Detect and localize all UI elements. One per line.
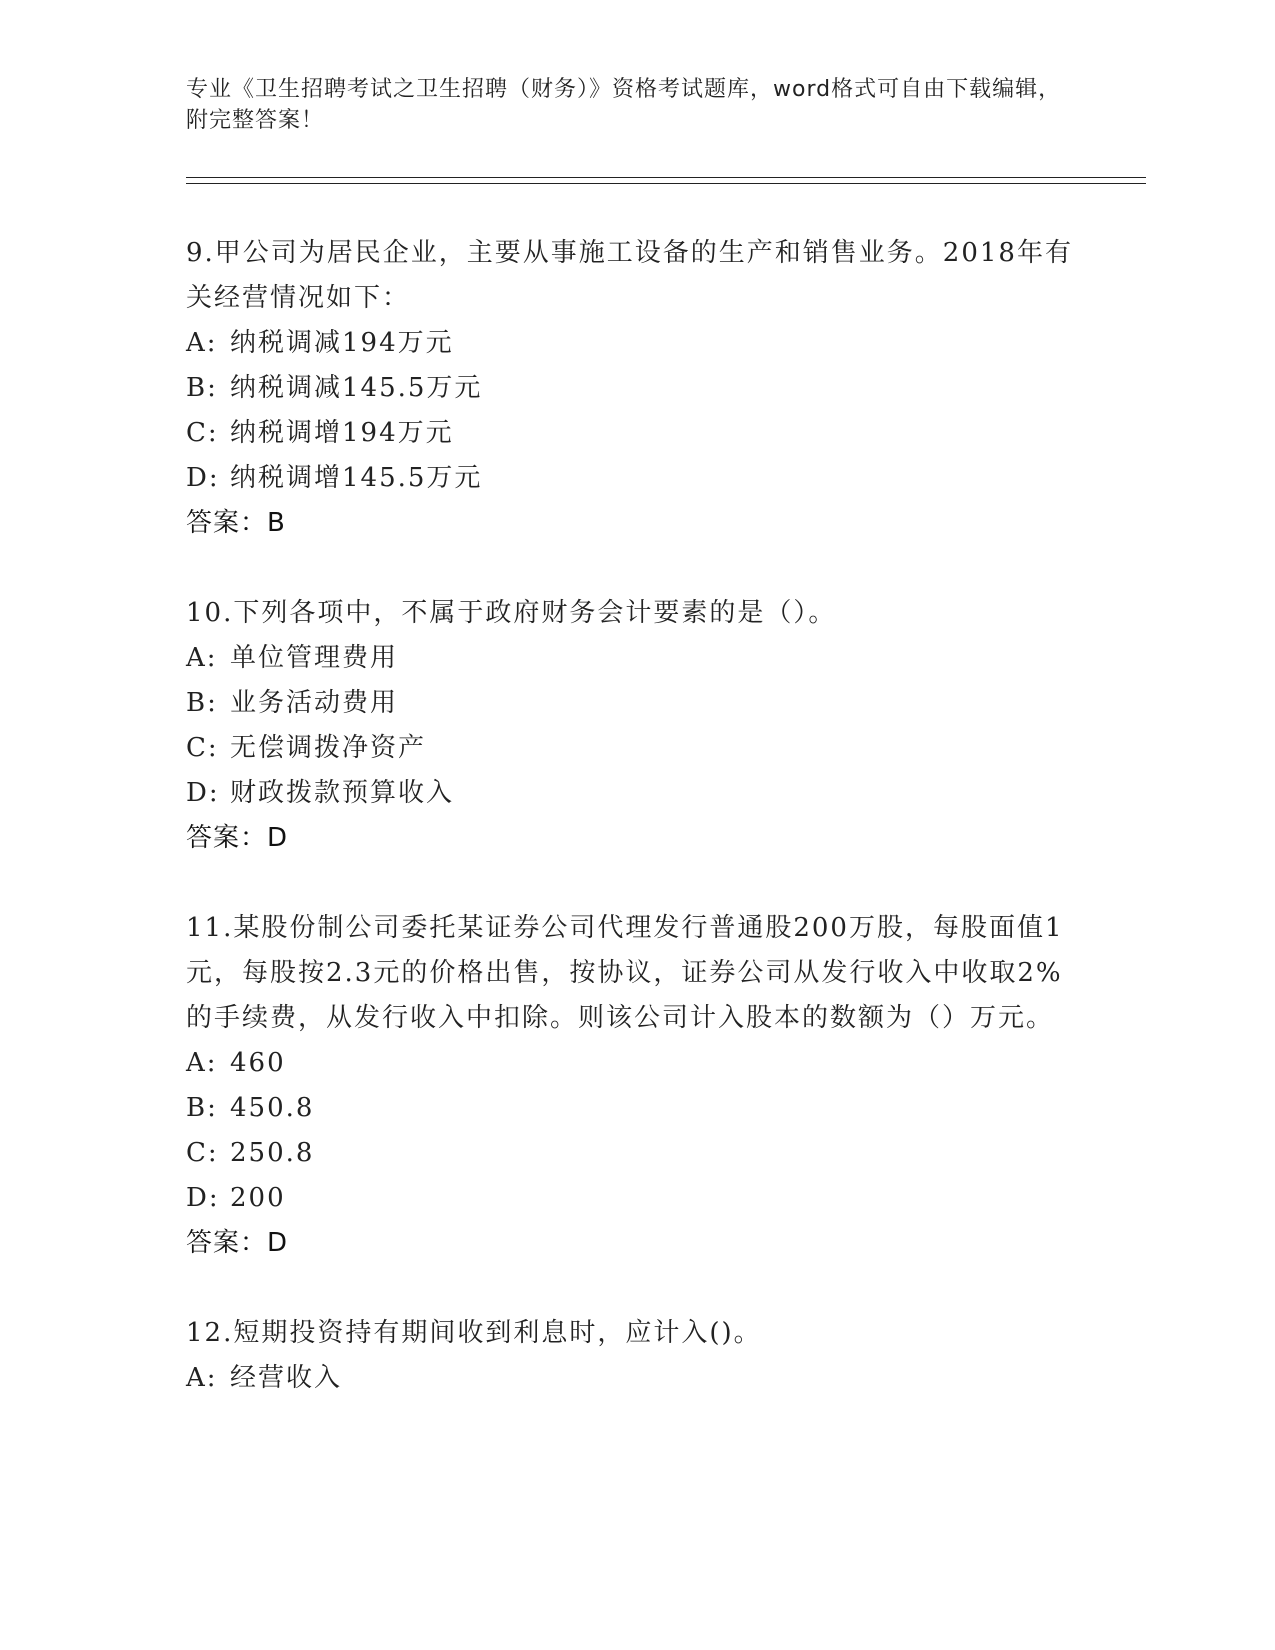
option-label: D:: [186, 778, 220, 808]
option-b: [186, 681, 1086, 726]
option-b: [186, 366, 1086, 411]
option-a: [186, 321, 1086, 366]
header-divider-line-2: [186, 183, 1146, 184]
question-list: [186, 231, 1086, 1446]
option-a: [186, 636, 1086, 681]
question-11: [186, 906, 1086, 1266]
option-d: [186, 456, 1086, 501]
option-label: C:: [186, 418, 219, 448]
option-text: 单位管理费用: [230, 643, 399, 673]
option-text: 纳税调减145.5万元: [230, 373, 483, 403]
option-d: [186, 771, 1086, 816]
option-d: [186, 1176, 1086, 1221]
question-stem: 9.甲公司为居民企业，主要从事施工设备的生产和销售业务。2018年有关经营情况如下：: [186, 238, 1073, 313]
option-text: 无偿调拨净资产: [230, 733, 427, 763]
option-text: 200: [230, 1183, 286, 1213]
option-c: [186, 726, 1086, 771]
question-10: [186, 591, 1086, 861]
option-label: B:: [186, 688, 218, 718]
option-label: C:: [186, 733, 219, 763]
option-a: [186, 1356, 1086, 1401]
option-text: 纳税调增145.5万元: [230, 463, 483, 493]
option-text: 财政拨款预算收入: [230, 778, 455, 808]
option-text: 业务活动费用: [230, 688, 399, 718]
question-stem: 12.短期投资持有期间收到利息时，应计入()。: [186, 1318, 762, 1348]
question-9: [186, 231, 1086, 546]
answer-line: 答案：D: [186, 1228, 289, 1258]
option-label: A:: [186, 1363, 218, 1393]
answer-line: 答案：D: [186, 823, 289, 853]
answer-line: 答案：B: [186, 508, 286, 538]
option-text: 460: [230, 1048, 286, 1078]
option-text: 450.8: [230, 1093, 315, 1123]
option-text: 纳税调增194万元: [230, 418, 454, 448]
question-stem: 11.某股份制公司委托某证券公司代理发行普通股200万股，每股面值1元，每股按2.3元的价格出售，按协议，证券公司从发行收入中收取2%的手续费，从发行收入中扣除。则该公司计入股本的数额为（）万元。: [186, 913, 1064, 1033]
option-label: D:: [186, 463, 220, 493]
question-stem: 10.下列各项中，不属于政府财务会计要素的是（）。: [186, 598, 837, 628]
document-header: 专业《卫生招聘考试之卫生招聘（财务）》资格考试题库，word格式可自由下载编辑，附完整答案！: [186, 77, 1062, 133]
question-12: [186, 1311, 1086, 1401]
option-text: 纳税调减194万元: [230, 328, 454, 358]
option-a: [186, 1041, 1086, 1086]
option-label: A:: [186, 1048, 218, 1078]
option-text: 250.8: [230, 1138, 315, 1168]
option-label: A:: [186, 643, 218, 673]
option-label: D:: [186, 1183, 220, 1213]
header-divider-line: [186, 177, 1146, 178]
option-label: A:: [186, 328, 218, 358]
option-label: C:: [186, 1138, 219, 1168]
option-c: [186, 411, 1086, 456]
option-text: 经营收入: [230, 1363, 343, 1393]
option-b: [186, 1086, 1086, 1131]
option-label: B:: [186, 1093, 218, 1123]
option-label: B:: [186, 373, 218, 403]
option-c: [186, 1131, 1086, 1176]
